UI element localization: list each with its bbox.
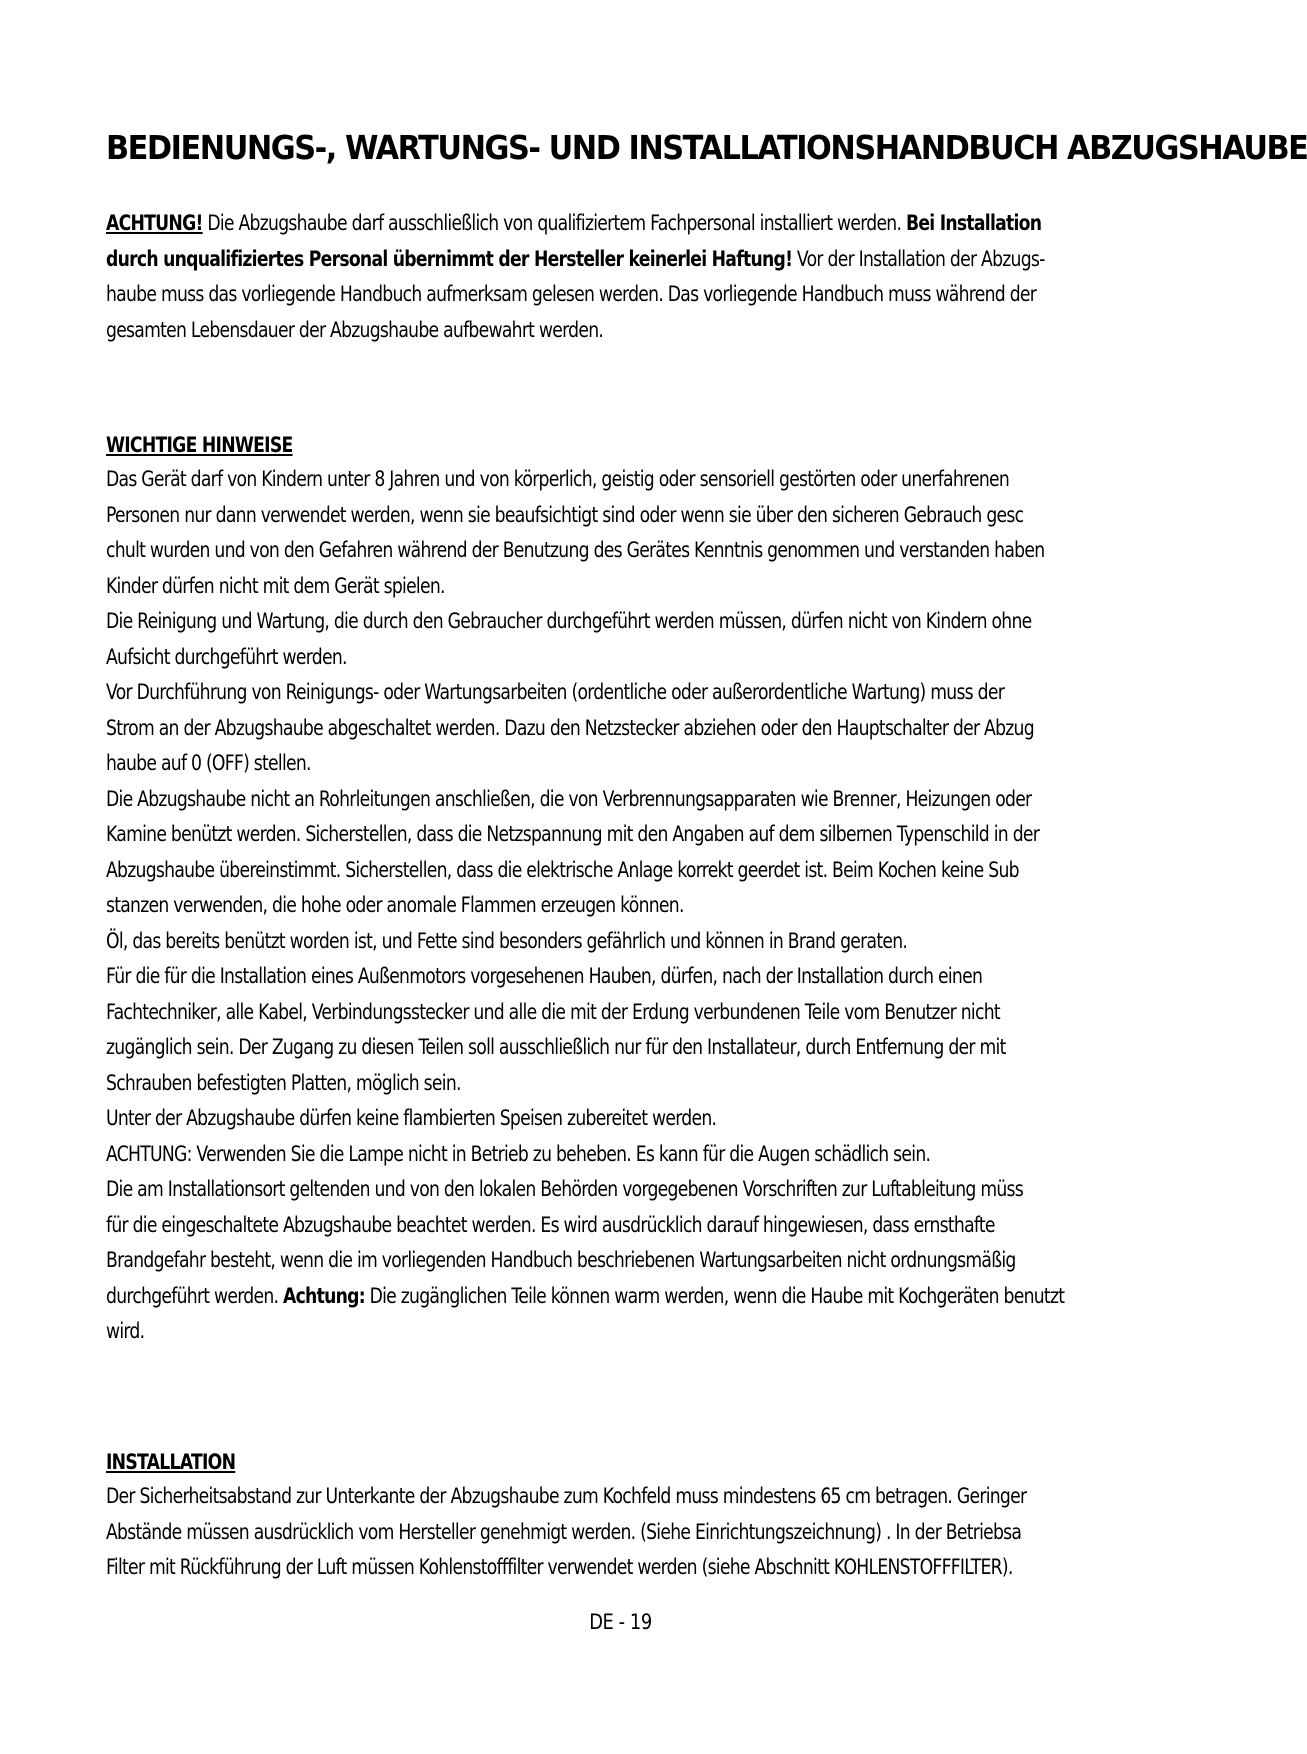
text-line-achtung-pre: durchgeführt werden.	[106, 1283, 283, 1308]
text-line: haube auf 0 (OFF) stellen.	[106, 751, 311, 775]
text-line: ACHTUNG: Verwenden Sie die Lampe nicht in Betrieb zu beheben. Es kann für die Augen schädlich sein.	[106, 1141, 931, 1166]
text-line: Filter mit Rückführung der Luft müssen Kohlenstofffilter verwendet werden (siehe Abschnitt KOHLENSTOFFFILTER).	[106, 1555, 1013, 1579]
text-line: Öl, das bereits benützt worden ist, und Fette sind besonders gefährlich und können in Brand geraten.	[106, 928, 908, 953]
warning-line-4: gesamten Lebensdauer der Abzugshaube aufbewahrt werden.	[106, 317, 604, 342]
text-line: Die Abzugshaube nicht an Rohrleitungen anschließen, die von Verbrennungsapparaten wie Brenner, Heizungen oder	[106, 786, 1032, 811]
text-line: zugänglich sein. Der Zugang zu diesen Teilen soll ausschließlich nur für den Installateur, durch Entfernung der mit	[106, 1035, 1006, 1059]
text-line: Der Sicherheitsabstand zur Unterkante der Abzugshaube zum Kochfeld muss mindestens 65 cm betragen. Geringer	[106, 1484, 1027, 1508]
text-line: Strom an der Abzugshaube abgeschaltet werden. Dazu den Netzstecker abziehen oder den Hauptschalter der Abzug	[106, 715, 1034, 740]
warning-line-2-bold: durch unqualifiziertes Personal übernimmt der Hersteller keinerlei Haftung!	[106, 246, 793, 271]
text-line: Fachtechniker, alle Kabel, Verbindungsstecker und alle die mit der Erdung verbundenen Teile vom Benutzer nicht	[106, 999, 1000, 1024]
text-line: Für die für die Installation eines Außenmotors vorgesehenen Hauben, dürfen, nach der Installation durch einen	[106, 964, 983, 988]
text-line: für die eingeschaltete Abzugshaube beachtet werden. Es wird ausdrücklich darauf hingewiesen, dass ernsthafte	[106, 1212, 995, 1237]
text-line: chult wurden und von den Gefahren während der Benutzung des Gerätes Kenntnis genommen und verstanden haben	[106, 538, 1045, 562]
text-line: Abzugshaube übereinstimmt. Sicherstellen, dass die elektrische Anlage korrekt geerdet ist. Beim Kochen keine Sub	[106, 857, 1019, 882]
section-important-notes	[106, 428, 1208, 1350]
warning-line-1-bold: Bei Installation	[905, 211, 1042, 235]
text-line: Kamine benützt werden. Sicherstellen, dass die Netzspannung mit den Angaben auf dem silbernen Typenschild in der	[106, 822, 1040, 846]
text-line-achtung	[106, 1279, 1208, 1315]
page-number: DE - 19	[589, 1610, 652, 1634]
warning-line-1	[106, 206, 1208, 242]
page-title: BEDIENUNGS-, WARTUNGS- UND INSTALLATIONSHANDBUCH ABZUGSHAUBE	[106, 128, 1307, 167]
text-line: Die Reinigung und Wartung, die durch den Gebraucher durchgeführt werden müssen, dürfen nicht von Kindern ohne	[106, 609, 1032, 633]
text-line: stanzen verwenden, die hohe oder anomale Flammen erzeugen können.	[106, 893, 684, 917]
warning-paragraph	[106, 206, 1208, 348]
text-line: Vor Durchführung von Reinigungs- oder Wartungsarbeiten (ordentliche oder außerordentliche Wartung) muss der	[106, 680, 1005, 704]
text-line: Abstände müssen ausdrücklich vom Hersteller genehmigt werden. (Siehe Einrichtungszeichnung) . In der Betriebsa	[106, 1519, 1022, 1544]
text-line: Die am Installationsort geltenden und von den lokalen Behörden vorgegebenen Vorschriften zur Luftableitung müss	[106, 1177, 1024, 1201]
warning-line-2-text: Vor der Installation der Abzugs-	[792, 246, 1045, 271]
warning-line-2	[106, 242, 1208, 278]
section-installation	[106, 1445, 1208, 1586]
achtung-label: Achtung:	[282, 1283, 365, 1308]
warning-label: ACHTUNG!	[106, 211, 203, 235]
text-line: Schrauben befestigten Platten, möglich sein.	[106, 1070, 461, 1095]
text-line: Kinder dürfen nicht mit dem Gerät spielen.	[106, 573, 445, 598]
warning-line-1-text: Die Abzugshaube darf ausschließlich von qualifiziertem Fachpersonal installiert werden.	[202, 211, 906, 235]
warning-line-3: haube muss das vorliegende Handbuch aufmerksam gelesen werden. Das vorliegende Handbuch muss während der	[106, 282, 1037, 306]
text-line: Unter der Abzugshaube dürfen keine flambierten Speisen zubereitet werden.	[106, 1106, 717, 1130]
text-line: Brandgefahr besteht, wenn die im vorliegenden Handbuch beschriebenen Wartungsarbeiten nicht ordnungsmäßig	[106, 1248, 1016, 1272]
text-line-achtung-post: Die zugänglichen Teile können warm werden, wenn die Haube mit Kochgeräten benutzt	[364, 1283, 1065, 1308]
section-heading-hinweise: WICHTIGE HINWEISE	[106, 433, 293, 457]
text-line: Das Gerät darf von Kindern unter 8 Jahren und von körperlich, geistig oder sensoriell gestörten oder unerfahrenen	[106, 467, 1010, 491]
section-heading-installation: INSTALLATION	[106, 1450, 236, 1474]
text-line-final: wird.	[106, 1319, 145, 1343]
text-line: Aufsicht durchgeführt werden.	[106, 644, 347, 669]
text-line: Personen nur dann verwendet werden, wenn sie beaufsichtigt sind oder wenn sie über den sicheren Gebrauch gesc	[106, 502, 1024, 527]
